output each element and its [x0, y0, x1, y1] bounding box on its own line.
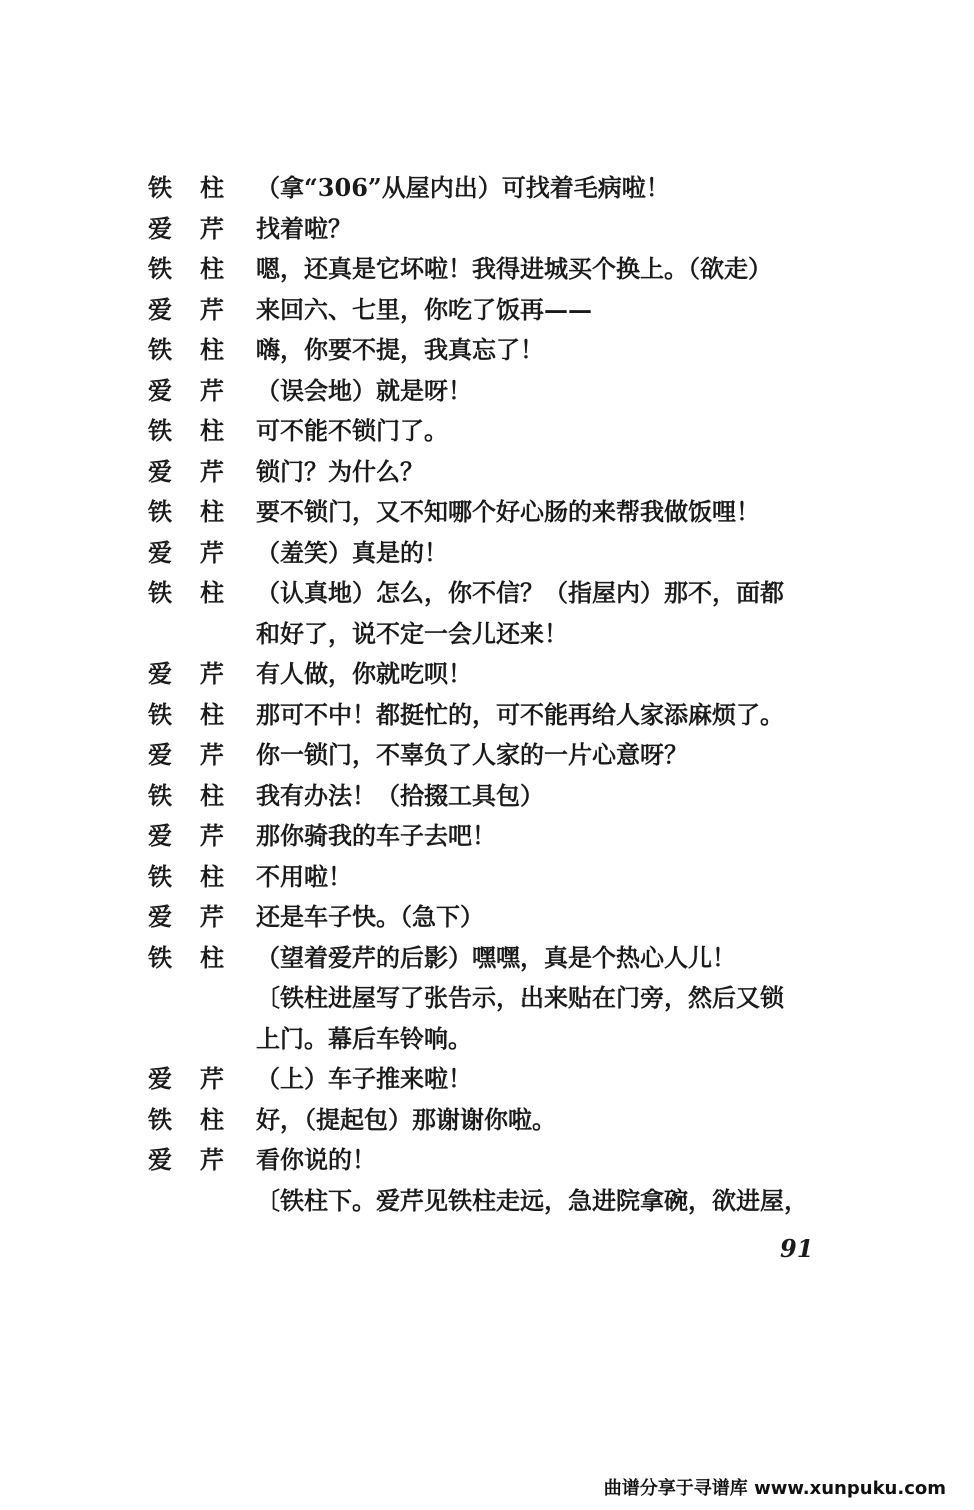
dialogue-line: [148, 168, 854, 209]
dialogue-row: （羞笑）真是的！: [256, 537, 448, 567]
speaker-name: 爱芹: [148, 537, 252, 567]
dialogue-line: [148, 290, 854, 331]
speaker-name: 爱芹: [148, 213, 252, 243]
speaker-name: 铁柱: [148, 335, 252, 364]
dialogue-line: [148, 492, 854, 533]
dialogue-row: 〔铁柱下。爱芹见铁柱走远，急进院拿碗，欲进屋，: [256, 1185, 808, 1215]
speaker-name: 铁柱: [148, 861, 252, 891]
dialogue-text: [256, 735, 854, 776]
stage-direction-text: [256, 1181, 854, 1222]
speaker-name: 爱芹: [148, 821, 252, 850]
speaker-name: 铁柱: [148, 497, 252, 526]
dialogue-line: [148, 654, 854, 695]
speaker-name: 铁柱: [148, 780, 252, 810]
speaker-name: 爱芹: [148, 1064, 252, 1093]
dialogue-row: 上门。幕后车铃响。: [256, 1023, 472, 1053]
dialogue-row: 有人做，你就吃呗！: [256, 659, 472, 688]
dialogue-line: [148, 249, 854, 290]
dialogue-text: [256, 695, 854, 736]
dialogue-line: [148, 533, 854, 574]
speaker-name: 爱芹: [148, 294, 252, 324]
dialogue-row: 我有办法！（拾掇工具包）: [256, 780, 544, 810]
dialogue-row: 那可不中！都挺忙的，可不能再给人家添麻烦了。: [256, 699, 784, 729]
dialogue-text: [256, 411, 854, 452]
dialogue-line: [148, 452, 854, 493]
speaker-name: 爱芹: [148, 659, 252, 688]
dialogue-line: [148, 573, 854, 654]
dialogue-line: [148, 938, 854, 979]
speaker-name: 铁柱: [148, 578, 252, 607]
dialogue-row: 还是车子快。（急下）: [256, 902, 484, 931]
dialogue-row: 嗨，你要不提，我真忘了！: [256, 335, 544, 364]
speaker-name: 铁柱: [148, 942, 252, 972]
dialogue-text: [256, 573, 854, 654]
speaker-name: 爱芹: [148, 902, 252, 931]
dialogue-text: [256, 533, 854, 574]
stage-direction: [148, 978, 854, 1059]
script-body: [148, 168, 854, 1221]
speaker-name: 铁柱: [148, 173, 252, 202]
dialogue-text: [256, 816, 854, 857]
dialogue-row: 和好了，说不定一会儿还来！: [256, 618, 568, 648]
dialogue-line: [148, 897, 854, 938]
dialogue-text: [256, 776, 854, 817]
dialogue-text: [256, 249, 854, 290]
page-number: 91: [780, 1234, 814, 1263]
dialogue-text: [256, 1140, 854, 1181]
dialogue-line: [148, 1059, 854, 1100]
speaker-name: 铁柱: [148, 254, 252, 283]
speaker-name: 爱芹: [148, 375, 252, 405]
dialogue-line: [148, 371, 854, 412]
dialogue-row: 你一锁门，不辜负了人家的一片心意呀？: [256, 740, 688, 769]
dialogue-line: [148, 735, 854, 776]
speaker-name: 爱芹: [148, 1145, 252, 1174]
dialogue-row: （误会地）就是呀！: [256, 375, 472, 405]
speaker-name: 铁柱: [148, 416, 252, 445]
speaker-name: 爱芹: [148, 456, 252, 486]
dialogue-row: （拿“306”从屋内出）可找着毛病啦！: [256, 173, 670, 202]
dialogue-text: [256, 371, 854, 412]
dialogue-line: [148, 1140, 854, 1181]
watermark: 曲谱分享于寻谱库 www.xunpuku.com: [603, 1478, 946, 1499]
dialogue-line: [148, 857, 854, 898]
dialogue-text: [256, 938, 854, 979]
dialogue-text: [256, 492, 854, 533]
dialogue-text: [256, 897, 854, 938]
dialogue-row: （望着爱芹的后影）嘿嘿，真是个热心人儿！: [256, 942, 736, 972]
dialogue-row: 找着啦？: [256, 213, 352, 243]
dialogue-row: 不用啦！: [256, 861, 352, 891]
dialogue-row: 嗯，还真是它坏啦！我得进城买个换上。（欲走）: [256, 254, 772, 283]
dialogue-text: [256, 452, 854, 493]
dialogue-row: （上）车子推来啦！: [256, 1064, 472, 1093]
dialogue-text: [256, 654, 854, 695]
dialogue-line: [148, 411, 854, 452]
speaker-name: 铁柱: [148, 699, 252, 729]
dialogue-text: [256, 330, 854, 371]
dialogue-text: [256, 168, 854, 209]
dialogue-text: [256, 290, 854, 331]
dialogue-text: [256, 209, 854, 250]
stage-direction: [148, 1181, 854, 1222]
dialogue-line: [148, 695, 854, 736]
dialogue-row: 好，（提起包）那谢谢你啦。: [256, 1104, 556, 1134]
dialogue-line: [148, 816, 854, 857]
dialogue-row: 〔铁柱进屋写了张告示，出来贴在门旁，然后又锁: [256, 983, 784, 1012]
dialogue-row: 那你骑我的车子去吧！: [256, 821, 496, 850]
dialogue-line: [148, 776, 854, 817]
stage-direction-text: [256, 978, 854, 1059]
dialogue-text: [256, 1100, 854, 1141]
dialogue-text: [256, 1059, 854, 1100]
dialogue-row: 要不锁门，又不知哪个好心肠的来帮我做饭哩！: [256, 497, 760, 526]
dialogue-text: [256, 857, 854, 898]
dialogue-row: 看你说的！: [256, 1145, 376, 1174]
dialogue-line: [148, 330, 854, 371]
dialogue-row: （认真地）怎么，你不信？（指屋内）那不，面都: [256, 578, 784, 607]
dialogue-line: [148, 209, 854, 250]
dialogue-row: 可不能不锁门了。: [256, 416, 448, 445]
dialogue-row: 来回六、七里，你吃了饭再——: [256, 294, 592, 324]
dialogue-row: 锁门？为什么？: [256, 456, 424, 486]
speaker-name: 铁柱: [148, 1104, 252, 1134]
dialogue-line: [148, 1100, 854, 1141]
speaker-name: 爱芹: [148, 740, 252, 769]
